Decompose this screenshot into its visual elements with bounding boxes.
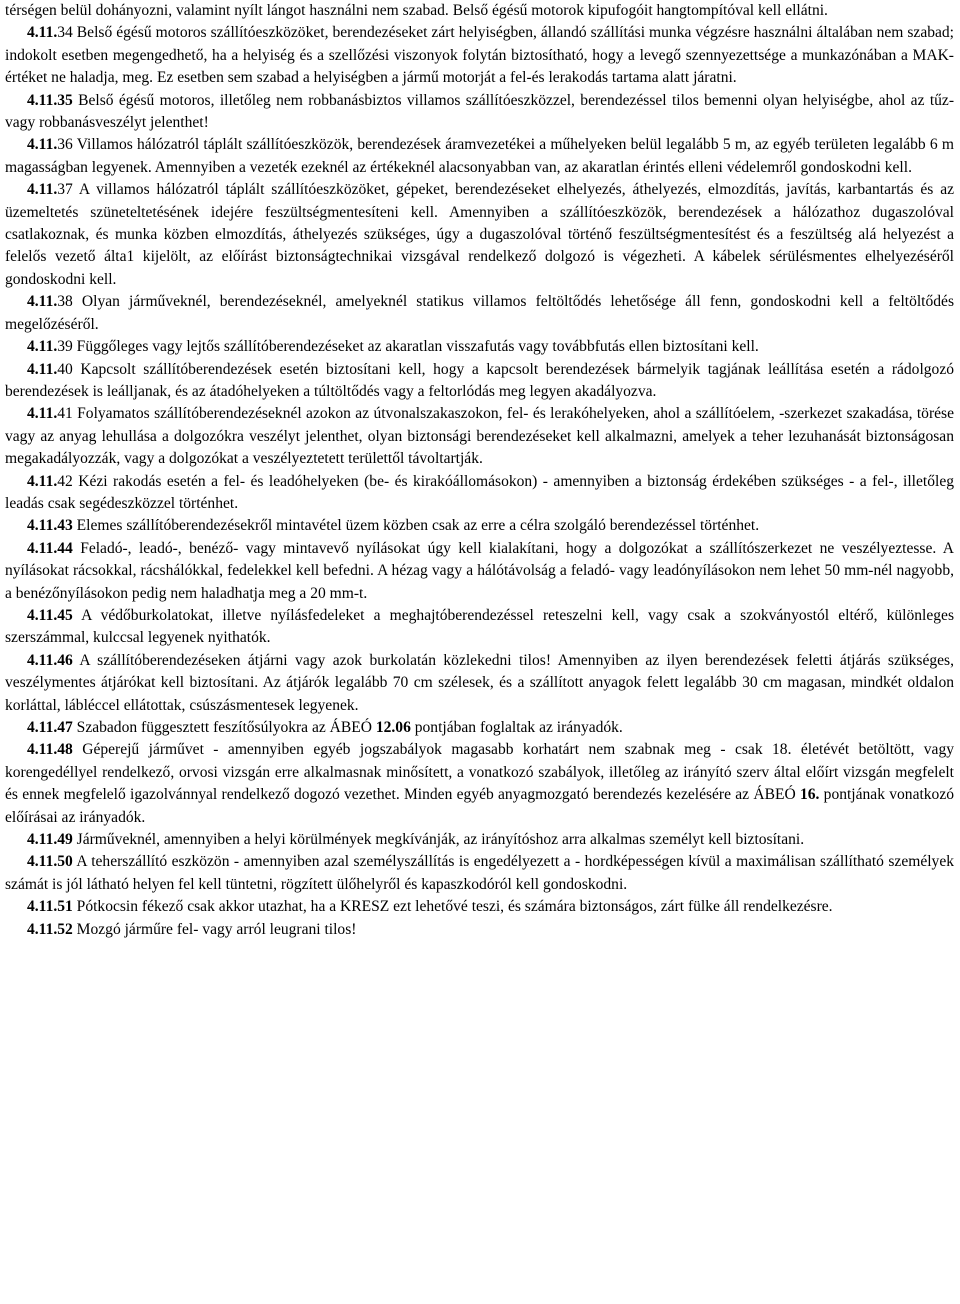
- section-4-11-47: [5, 717, 954, 739]
- section-4-11-41: [5, 403, 954, 470]
- section-text: Mozgó járműre fel- vagy arról leugrani tilos!: [72, 920, 357, 938]
- section-4-11-50: [5, 851, 954, 896]
- section-subnumber: 42: [57, 472, 73, 490]
- section-subnumber: 52: [57, 920, 73, 938]
- section-4-11-38: [5, 291, 954, 336]
- section-4-11-35: [5, 90, 954, 135]
- section-4-11-34: [5, 22, 954, 89]
- section-text: Folyamatos szállítóberendezéseknél azokon az útvonalszakaszokon, fel- és lerakóhelyeken, ahol a szállítóelem, -szerkezet szakadása, törése vagy az anyag lehullása a dolgozókra veszélyt jelenthet, olyan biztonsági berendezéseket kell alkalmazni, amelyek a teher lezuhanását biztonságosan megakadályozzák, vagy a dolgozókat a veszélyeztetett területtől távoltartják.: [5, 405, 954, 468]
- section-subnumber: 34: [57, 24, 73, 42]
- section-text: A villamos hálózatról táplált szállítóeszközöket, gépeket, berendezéseket elhelyezés, áthelyezés, elmozdítás, javítás, karbantartás és az üzemeltetés szüneteltetésének idejére feszültségmentesíteni kell. Amennyiben a szállítóeszközök, berendezések a hálózathoz dugaszolóval csatlakoznak, és munka közben elmozdítás, áthelyezés szükséges, úgy a dugaszolóval történő feszültségmentesítést és a feszültség alá helyezést a felelős vezető álta1 kijelölt, az előírást biztonságtechnikai vizsgával rendelkező dolgozó is végezheti. A kábelek sérülésmentes elhelyezéséről gondoskodni kell.: [5, 181, 954, 288]
- section-number: 4.11.: [27, 405, 58, 423]
- section-text: A védőburkolatokat, illetve nyílásfedeleket a meghajtóberendezéssel reteszelni kell, vagy csak a szokványostól eltérő, különleges szerszámmal, kulccsal legyenek nyithatók.: [5, 606, 954, 647]
- section-number: 4.11.: [27, 606, 58, 624]
- section-number: 4.11.: [27, 136, 58, 154]
- section-4-11-40: [5, 359, 954, 404]
- section-subnumber: 47: [57, 719, 73, 736]
- section-subnumber: 35: [57, 91, 73, 109]
- section-subnumber: 39: [57, 338, 73, 356]
- section-text: Villamos hálózatról táplált szállítóeszközök, berendezések áramvezetékei a műhelyeken belül legalább 5 m, az egyéb területen legalább 6 m magasságban legyenek. Amennyiben a vezeték ezeknél az értékeknél alacsonyabban van, az akaratlan érintés elleni védelemről gondoskodni kell.: [5, 136, 954, 176]
- section-subnumber: 45: [57, 606, 73, 624]
- section-subnumber: 48: [57, 741, 73, 759]
- section-number: 4.11.: [27, 181, 58, 199]
- section-number: 4.11.: [27, 360, 58, 378]
- section-number: 4.11.: [27, 472, 58, 490]
- section-subnumber: 38: [57, 293, 73, 311]
- section-4-11-37: [5, 179, 954, 291]
- section-number: 4.11.: [27, 741, 58, 759]
- section-text: Kapcsolt szállítóberendezések esetén biztosítani kell, hogy a kapcsolt berendezések bármelyik tagjának leállítása esetén a rádolgozó berendezések is leálljanak, és az átadóhelyeken a túltöltődés vagy a feltorlódás meg legyen akadályozva.: [5, 360, 954, 400]
- section-number: 4.11.: [27, 898, 58, 916]
- reference-number: 12.06: [375, 719, 411, 736]
- section-4-11-48: [5, 739, 954, 829]
- section-subnumber: 43: [57, 517, 73, 535]
- section-subnumber: 41: [57, 405, 73, 423]
- section-4-11-39: [5, 336, 954, 358]
- section-number: 4.11.: [27, 293, 58, 311]
- section-number: 4.11.: [27, 91, 58, 109]
- section-number: 4.11.: [27, 920, 58, 938]
- section-number: 4.11.: [27, 24, 58, 42]
- section-subnumber: 36: [57, 136, 73, 154]
- section-text-tail: pontjában foglaltak az irányadók.: [410, 719, 623, 736]
- section-text: Feladó-, leadó-, benéző- vagy mintavevő nyílásokat úgy kell kialakítani, hogy a dolgozókat a szállítószerkezet ne veszélyeztesse. A nyílásokat rácsokkal, rácshálókkal, fedelekkel kell befedni. A hézag vagy a hálótávolság a feladó- vagy leadónyílásokon nem lehet 50 mm-nél nagyobb, a benézőnyílásokon pedig nem haladhatja meg a 20 mm-t.: [5, 539, 954, 602]
- section-text: Géperejű járművet - amennyiben egyéb jogszabályok magasabb korhatárt nem szabnak meg - csak 18. életévét betöltött, vagy korengedéllyel rendelkező, orvosi vizsgán erre alkalmasnak minősített, a vonatkozó szabályok, illetőleg az irányító szerv által előírt vizsgán megfelelt és ennek megfelelő igazolvánnyal rendelkező dogozó vezethet. Minden egyéb anyagmozgató berendezés kezelésére az ÁBEÓ: [5, 741, 954, 804]
- section-text: A teherszállító eszközön - amennyiben azal személyszállítás is engedélyezett a - hordképességen kívül a maximálisan szállítható személyek számát is jól látható helyen fel kell tüntetni, rögzített ülőhelyről és kapaszkodóról kell gondoskodni.: [5, 853, 954, 893]
- section-text: Belső égésű motoros szállítóeszközöket, berendezéseket zárt helyiségben, állandó szállítási munka végzésre használni általában nem szabad; indokolt esetben megengedhető, ha a helyiség és a szellőzési viszonyok folytán biztosítható, hogy a levegő szennyezettsége a munkazónában a MAK-értéket ne haladja, meg. Ez esetben sem szabad a helyiségben a jármű motorját a fel-és lerakodás tartama alatt járatni.: [5, 24, 954, 87]
- section-4-11-52: [5, 919, 954, 941]
- section-number: 4.11.: [27, 539, 58, 557]
- section-subnumber: 49: [57, 831, 73, 849]
- section-4-11-36: [5, 134, 954, 179]
- section-4-11-51: [5, 896, 954, 918]
- section-4-11-42: [5, 471, 954, 516]
- section-text-tail: pontjának vonatkozó előírásai az irányadók.: [5, 786, 955, 826]
- section-4-11-44: [5, 538, 954, 605]
- section-text: Olyan járműveknél, berendezéseknél, amelyeknél statikus villamos feltöltődés lehetősége áll fenn, gondoskodni kell a feltöltődés megelőzéséről.: [5, 293, 954, 333]
- section-text: Szabadon függesztett feszítősúlyokra az ÁBEÓ: [72, 719, 376, 736]
- section-text: Járműveknél, amennyiben a helyi körülmények megkívánják, az irányítóshoz arra alkalmas személyt kell biztosítani.: [72, 831, 805, 849]
- section-subnumber: 50: [57, 853, 73, 871]
- section-number: 4.11.: [27, 651, 58, 669]
- section-number: 4.11.: [27, 831, 58, 849]
- section-number: 4.11.: [27, 719, 58, 736]
- section-text: Pótkocsin fékező csak akkor utazhat, ha a KRESZ ezt lehetővé teszi, és számára biztonságos, zárt fülke áll rendelkezésre.: [72, 898, 833, 916]
- section-number: 4.11.: [27, 517, 58, 535]
- section-number: 4.11.: [27, 338, 58, 356]
- section-subnumber: 46: [57, 651, 73, 669]
- section-subnumber: 40: [57, 360, 73, 378]
- intro-paragraph: térségen belül dohányozni, valamint nyílt lángot használni nem szabad. Belső égésű motorok kipufogóit hangtompítóval kell ellátni.: [5, 2, 828, 19]
- section-subnumber: 37: [57, 181, 73, 199]
- section-4-11-49: [5, 829, 954, 851]
- section-subnumber: 44: [57, 539, 73, 557]
- section-subnumber: 51: [57, 898, 73, 916]
- section-4-11-46: [5, 650, 954, 717]
- section-text: Elemes szállítóberendezésekről mintavétel üzem közben csak az erre a célra szolgáló berendezéssel történhet.: [72, 517, 760, 535]
- section-text: A szállítóberendezéseken átjárni vagy azok burkolatán közlekedni tilos! Amennyiben az ilyen berendezések feletti átjárás szükséges, veszélymentes átjárókat kell biztosítani. Az átjárók legalább 70 cm szélesek, és a szállított anyagok felett legalább 30 cm magasan, mindkét oldalon korláttal, lábléccel ellátottak, csúszásmentesek legyenek.: [5, 651, 954, 714]
- reference-number: 16.: [799, 786, 820, 804]
- section-text: Függőleges vagy lejtős szállítóberendezéseket az akaratlan visszafutás vagy továbbfutás ellen biztosítani kell.: [72, 338, 759, 356]
- section-text: Belső égésű motoros, illetőleg nem robbanásbiztos villamos szállítóeszközzel, berendezéssel tilos bemenni olyan helyiségbe, ahol az tűz- vagy robbanásveszélyt jelenthet!: [5, 91, 954, 132]
- section-4-11-45: [5, 605, 954, 650]
- section-number: 4.11.: [27, 853, 58, 871]
- section-text: Kézi rakodás esetén a fel- és leadóhelyeken (be- és kirakóállomásokon) - amennyiben a biztonság érdekében szükséges - a fel-, illetőleg leadás csak segédeszközzel történhet.: [5, 472, 954, 512]
- section-4-11-43: [5, 515, 954, 537]
